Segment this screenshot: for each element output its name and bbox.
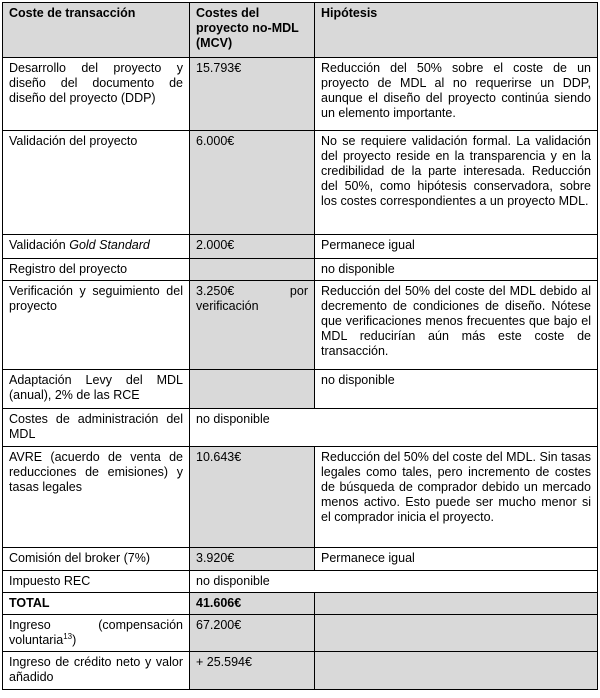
row-item (3, 235, 190, 259)
table-row-total (3, 593, 598, 615)
table-row (3, 652, 598, 690)
row-cost: 6.000€ (190, 131, 315, 235)
table-row (3, 447, 598, 548)
row-cost: no disponible (190, 571, 598, 593)
footnote-ref: 13 (63, 631, 73, 641)
row-cost: 15.793€ (190, 58, 315, 131)
transaction-cost-table (2, 2, 598, 690)
header-transaction-cost: Coste de transacción (3, 3, 190, 58)
table-row (3, 571, 598, 593)
row-cost-suffix: por (289, 284, 308, 298)
row-item-suffix: ) (72, 633, 77, 647)
row-item-prefix: Ingreso (compensación voluntaria (9, 618, 183, 647)
row-item: Desarrollo del proyecto y diseño del documento de diseño del proyecto (DDP) (3, 58, 190, 131)
table-header-row (3, 3, 598, 58)
row-cost-value: 3.250€ (196, 284, 235, 298)
row-hypothesis: Permanece igual (315, 548, 598, 571)
row-cost: + 25.594€ (190, 652, 315, 690)
table-row (3, 58, 598, 131)
row-hypothesis: No se requiere validación formal. La validación del proyecto reside en la transparencia y en la credibilidad de la parte interesada. Reducción del 50%, como hipótesis conservadora, sobre los costes correspondientes a un proyecto MDL. (315, 131, 598, 235)
table-row (3, 409, 598, 447)
row-item: Verificación y seguimiento del proyecto (3, 281, 190, 370)
row-cost-line1 (196, 284, 308, 299)
row-hypothesis: no disponible (315, 259, 598, 281)
row-hypothesis: Reducción del 50% del coste del MDL. Sin tasas legales como tales, pero incremento de costes de búsqueda de comprador debido un mercado menos activo. Esto puede ser mucho menor si el comprador inicia el proyecto. (315, 447, 598, 548)
row-cost: no disponible (190, 409, 598, 447)
row-item (3, 615, 190, 652)
row-hypothesis: Reducción del 50% del coste del MDL debido al decremento de condiciones de diseño. Nótese que verificaciones menos frecuentes que bajo el MDL reducirían aún más este coste de transacción. (315, 281, 598, 370)
row-item: Costes de administración del MDL (3, 409, 190, 447)
row-item: Adaptación Levy del MDL (anual), 2% de las RCE (3, 370, 190, 409)
row-item: Impuesto REC (3, 571, 190, 593)
row-cost: 41.606€ (190, 593, 315, 615)
row-cost: 2.000€ (190, 235, 315, 259)
row-cost: 3.920€ (190, 548, 315, 571)
table-row (3, 370, 598, 409)
row-hypothesis: Permanece igual (315, 235, 598, 259)
row-item: Comisión del broker (7%) (3, 548, 190, 571)
row-hypothesis: Reducción del 50% sobre el coste de un proyecto de MDL al no requerirse un DDP, aunque el diseño del proyecto continúa siendo un elemento importante. (315, 58, 598, 131)
row-hypothesis-empty (315, 615, 598, 652)
row-item: Validación del proyecto (3, 131, 190, 235)
header-hypothesis: Hipótesis (315, 3, 598, 58)
table-row (3, 615, 598, 652)
row-cost: 67.200€ (190, 615, 315, 652)
table-row (3, 548, 598, 571)
row-item-prefix: Validación (9, 238, 70, 252)
row-hypothesis-empty (315, 593, 598, 615)
row-item-italic: Gold Standard (69, 238, 150, 252)
row-item: TOTAL (3, 593, 190, 615)
row-cost: 10.643€ (190, 447, 315, 548)
row-item: AVRE (acuerdo de venta de reducciones de emisiones) y tasas legales (3, 447, 190, 548)
row-cost (190, 281, 315, 370)
table-row (3, 281, 598, 370)
table-row (3, 131, 598, 235)
row-cost (190, 259, 315, 281)
row-cost-line2: verificación (196, 299, 259, 313)
table-row (3, 259, 598, 281)
header-project-costs: Costes del proyecto no-MDL (MCV) (190, 3, 315, 58)
table-row (3, 235, 598, 259)
row-cost (190, 370, 315, 409)
row-hypothesis: no disponible (315, 370, 598, 409)
row-hypothesis-empty (315, 652, 598, 690)
row-item: Ingreso de crédito neto y valor añadido (3, 652, 190, 690)
row-item: Registro del proyecto (3, 259, 190, 281)
